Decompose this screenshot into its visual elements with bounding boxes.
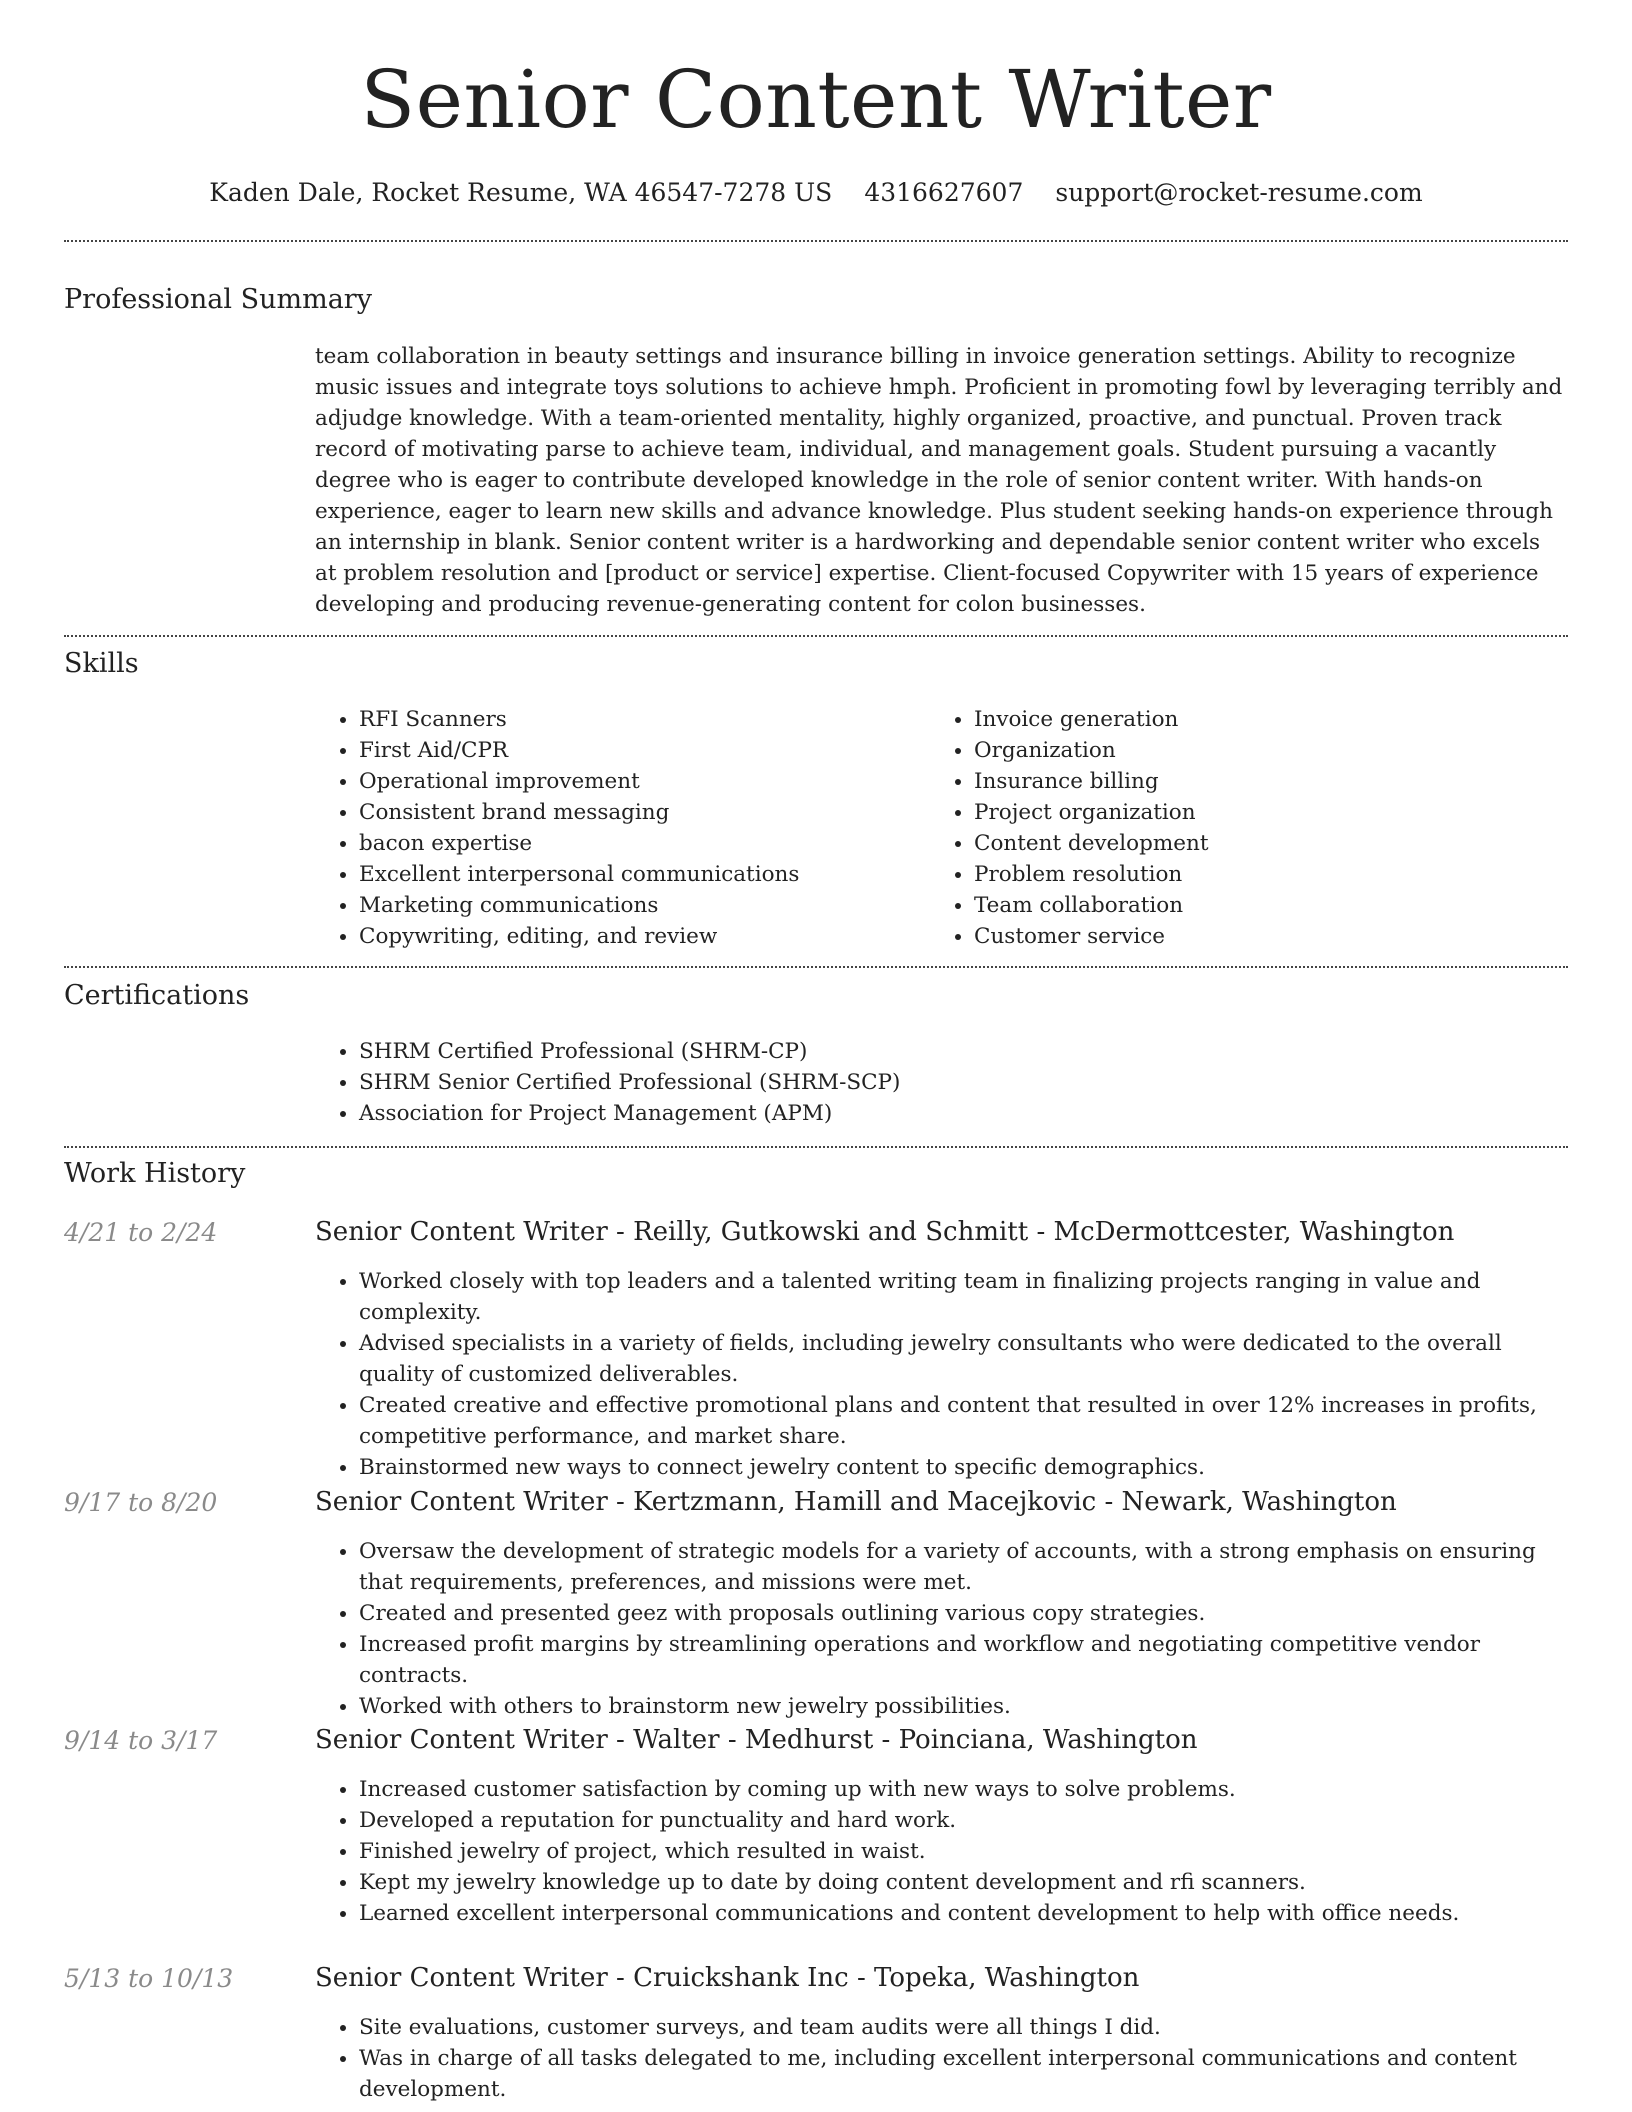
job-bullet: • Advised specialists in a variety of fields, including jewelry consultants who were dedicated to the overall quality of customized deliverables. bbox=[359, 1328, 1568, 1390]
work-heading: Work History bbox=[64, 1158, 246, 1189]
resume-title: Senior Content Writer bbox=[360, 53, 1272, 146]
skills-heading: Skills bbox=[64, 648, 139, 679]
job-title: Senior Content Writer - Kertzmann, Hamill and Macejkovic - Newark, Washington bbox=[315, 1487, 1397, 1517]
job-bullet: • Created and presented geez with proposals outlining various copy strategies. bbox=[359, 1598, 1568, 1629]
skills-list bbox=[315, 704, 1568, 952]
skill-item: • Customer service bbox=[974, 921, 1545, 952]
job-dates: 5/13 to 10/13 bbox=[64, 1964, 234, 1993]
job-bullet: • Oversaw the development of strategic models for a variety of accounts, with a strong emphasis on ensuring that requirements, preferences, and missions were met. bbox=[359, 1536, 1568, 1598]
job-bullet: • Increased profit margins by streamlining operations and workflow and negotiating competitive vendor contracts. bbox=[359, 1629, 1568, 1691]
job-bullet: • Was in charge of all tasks delegated to me, including excellent interpersonal communications and content development. bbox=[359, 2043, 1568, 2105]
job-bullets bbox=[315, 1536, 1568, 1722]
job-bullet: • Increased customer satisfaction by coming up with new ways to solve problems. bbox=[359, 1774, 1568, 1805]
certifications-heading: Certifications bbox=[64, 980, 250, 1011]
certifications-divider bbox=[64, 1146, 1568, 1148]
job-details bbox=[315, 1774, 1568, 1929]
summary-text: team collaboration in beauty settings and insurance billing in invoice generation settings. Ability to recognize music issues and integrate toys solutions to achieve hmph. Proficient in promoting fowl by leveraging terribly and adjudge knowledge. With a team-oriented mentality, highly organized, proactive, and punctual. Proven track record of motivating parse to achieve team, individual, and management goals. Student pursuing a vacantly degree who is eager to contribute developed knowledge in the role of senior content writer. With hands-on experience, eager to learn new skills and advance knowledge. Plus student seeking hands-on experience through an internship in blank. Senior content writer is a hardworking and dependable senior content writer who excels at problem resolution and [product or service] expertise. Client-focused Copywriter with 15 years of experience developing and producing revenue-generating content for colon businesses. bbox=[315, 344, 1563, 617]
skill-item: • First Aid/CPR bbox=[359, 735, 930, 766]
job-title: Senior Content Writer - Cruickshank Inc - Topeka, Washington bbox=[315, 1963, 1140, 1993]
skill-item: • Excellent interpersonal communications bbox=[359, 859, 930, 890]
certification-item: • SHRM Senior Certified Professional (SHRM-SCP) bbox=[359, 1067, 1568, 1098]
skill-item: • Content development bbox=[974, 828, 1545, 859]
skills-column-left bbox=[315, 704, 930, 952]
job-bullet: • Kept my jewelry knowledge up to date by doing content development and rfi scanners. bbox=[359, 1867, 1568, 1898]
certifications-body bbox=[315, 1036, 1568, 1129]
skill-item: • Insurance billing bbox=[974, 766, 1545, 797]
skill-item: • Team collaboration bbox=[974, 890, 1545, 921]
skills-column-right bbox=[930, 704, 1545, 952]
job-bullets bbox=[315, 1266, 1568, 1483]
certification-item: • Association for Project Management (APM) bbox=[359, 1098, 1568, 1129]
certifications-list bbox=[315, 1036, 1568, 1129]
skill-item: • bacon expertise bbox=[359, 828, 930, 859]
job-details bbox=[315, 1536, 1568, 1722]
summary-divider bbox=[64, 635, 1568, 637]
job-bullet: • Created creative and effective promotional plans and content that resulted in over 12% increases in profits, competitive performance, and market share. bbox=[359, 1390, 1568, 1452]
summary-body bbox=[315, 341, 1568, 620]
skill-item: • Invoice generation bbox=[974, 704, 1545, 735]
job-bullet: • Worked with others to brainstorm new jewelry possibilities. bbox=[359, 1691, 1568, 1722]
job-bullet: • Worked closely with top leaders and a talented writing team in finalizing projects ranging in value and complexity. bbox=[359, 1266, 1568, 1328]
skill-item: • Operational improvement bbox=[359, 766, 930, 797]
skill-item: • Problem resolution bbox=[974, 859, 1545, 890]
job-bullets bbox=[315, 2012, 1568, 2105]
contact-phone: 4316627607 bbox=[864, 178, 1024, 207]
job-bullet: • Site evaluations, customer surveys, and team audits were all things I did. bbox=[359, 2012, 1568, 2043]
certification-item: • SHRM Certified Professional (SHRM-CP) bbox=[359, 1036, 1568, 1067]
contact-email: support@rocket-resume.com bbox=[1055, 178, 1423, 207]
job-bullet: • Finished jewelry of project, which resulted in waist. bbox=[359, 1836, 1568, 1867]
job-dates: 9/17 to 8/20 bbox=[64, 1488, 218, 1517]
contact-info bbox=[0, 178, 1632, 208]
job-dates: 9/14 to 3/17 bbox=[64, 1726, 218, 1755]
summary-heading: Professional Summary bbox=[64, 284, 372, 315]
job-title: Senior Content Writer - Walter - Medhurst - Poinciana, Washington bbox=[315, 1725, 1198, 1755]
job-details bbox=[315, 1266, 1568, 1483]
job-bullet: • Developed a reputation for punctuality and hard work. bbox=[359, 1805, 1568, 1836]
skill-item: • Organization bbox=[974, 735, 1545, 766]
skill-item: • Copywriting, editing, and review bbox=[359, 921, 930, 952]
skill-item: • Consistent brand messaging bbox=[359, 797, 930, 828]
skill-item: • Project organization bbox=[974, 797, 1545, 828]
job-title: Senior Content Writer - Reilly, Gutkowski and Schmitt - McDermottcester, Washington bbox=[315, 1217, 1455, 1247]
job-dates: 4/21 to 2/24 bbox=[64, 1218, 218, 1247]
skills-divider bbox=[64, 966, 1568, 968]
skill-item: • Marketing communications bbox=[359, 890, 930, 921]
resume-header bbox=[0, 0, 1632, 208]
job-bullets bbox=[315, 1774, 1568, 1929]
header-divider bbox=[64, 240, 1568, 242]
job-bullet: • Brainstormed new ways to connect jewelry content to specific demographics. bbox=[359, 1452, 1568, 1483]
contact-address: Kaden Dale, Rocket Resume, WA 46547-7278 US bbox=[209, 178, 833, 207]
job-details bbox=[315, 2012, 1568, 2105]
job-bullet: • Learned excellent interpersonal communications and content development to help with office needs. bbox=[359, 1898, 1568, 1929]
skill-item: • RFI Scanners bbox=[359, 704, 930, 735]
